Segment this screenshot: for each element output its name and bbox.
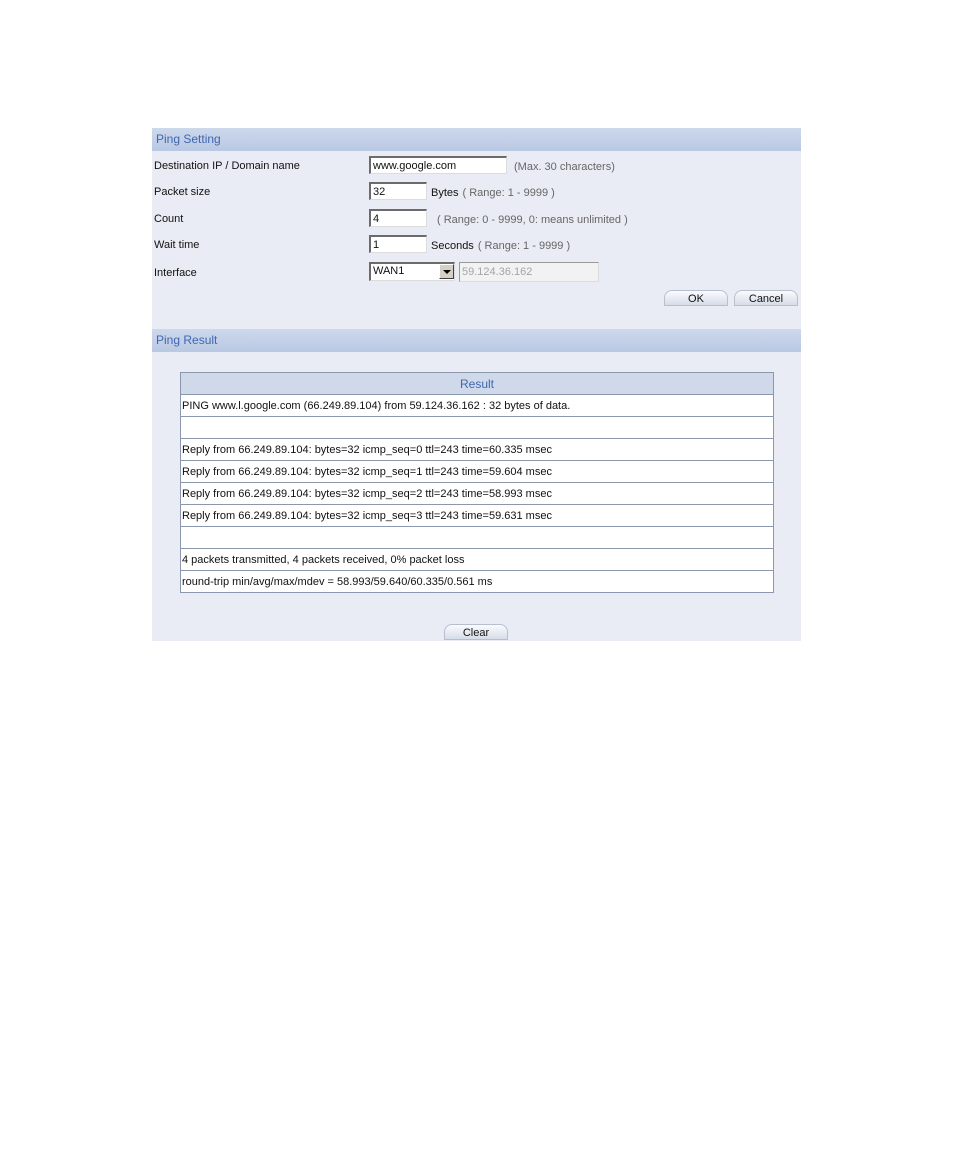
packet-size-input[interactable] [369, 182, 427, 200]
wait-time-range: ( Range: 1 - 9999 ) [477, 240, 571, 252]
ping-panel [152, 128, 801, 641]
result-cell: Reply from 66.249.89.104: bytes=32 icmp_seq=3 ttl=243 time=59.631 msec [181, 505, 774, 527]
result-table-header-row [181, 373, 774, 395]
count-input[interactable] [369, 209, 427, 227]
result-cell: 4 packets transmitted, 4 packets received, 0% packet loss [181, 549, 774, 571]
wait-time-input[interactable] [369, 235, 427, 253]
packet-size-label: Packet size [154, 186, 211, 198]
ok-button[interactable]: OK [664, 290, 728, 306]
cancel-button[interactable]: Cancel [734, 290, 798, 306]
table-row [181, 505, 774, 527]
ping-result-header: Ping Result [152, 329, 801, 352]
interface-ip-field [459, 262, 599, 282]
result-cell: round-trip min/avg/max/mdev = 58.993/59.640/60.335/0.561 ms [181, 571, 774, 593]
result-cell: Reply from 66.249.89.104: bytes=32 icmp_seq=0 ttl=243 time=60.335 msec [181, 439, 774, 461]
table-row [181, 527, 774, 549]
interface-select-value: WAN1 [373, 265, 405, 277]
count-hint: ( Range: 0 - 9999, 0: means unlimited ) [437, 214, 628, 226]
table-row [181, 417, 774, 439]
table-row [181, 461, 774, 483]
result-column-header: Result [181, 373, 774, 395]
table-row [181, 439, 774, 461]
wait-time-unit: Seconds [431, 240, 474, 252]
result-cell [181, 527, 774, 549]
packet-size-range: ( Range: 1 - 9999 ) [462, 187, 555, 199]
table-row [181, 549, 774, 571]
table-row [181, 395, 774, 417]
interface-select[interactable] [369, 262, 455, 281]
result-cell: Reply from 66.249.89.104: bytes=32 icmp_seq=1 ttl=243 time=59.604 msec [181, 461, 774, 483]
table-row [181, 571, 774, 593]
clear-button[interactable]: Clear [444, 624, 508, 640]
result-cell: PING www.l.google.com (66.249.89.104) from 59.124.36.162 : 32 bytes of data. [181, 395, 774, 417]
table-row [181, 483, 774, 505]
ping-setting-header: Ping Setting [152, 128, 801, 151]
wait-time-label: Wait time [154, 239, 200, 251]
result-table [180, 372, 774, 593]
result-cell [181, 417, 774, 439]
wait-time-hint [431, 238, 570, 254]
destination-input[interactable] [369, 156, 507, 174]
destination-hint: (Max. 30 characters) [514, 161, 615, 173]
packet-size-unit: Bytes [431, 187, 459, 199]
result-cell: Reply from 66.249.89.104: bytes=32 icmp_seq=2 ttl=243 time=58.993 msec [181, 483, 774, 505]
destination-label: Destination IP / Domain name [154, 160, 300, 172]
chevron-down-icon[interactable] [439, 264, 454, 279]
packet-size-hint [431, 185, 555, 201]
interface-label: Interface [154, 267, 197, 279]
count-label: Count [154, 213, 184, 225]
